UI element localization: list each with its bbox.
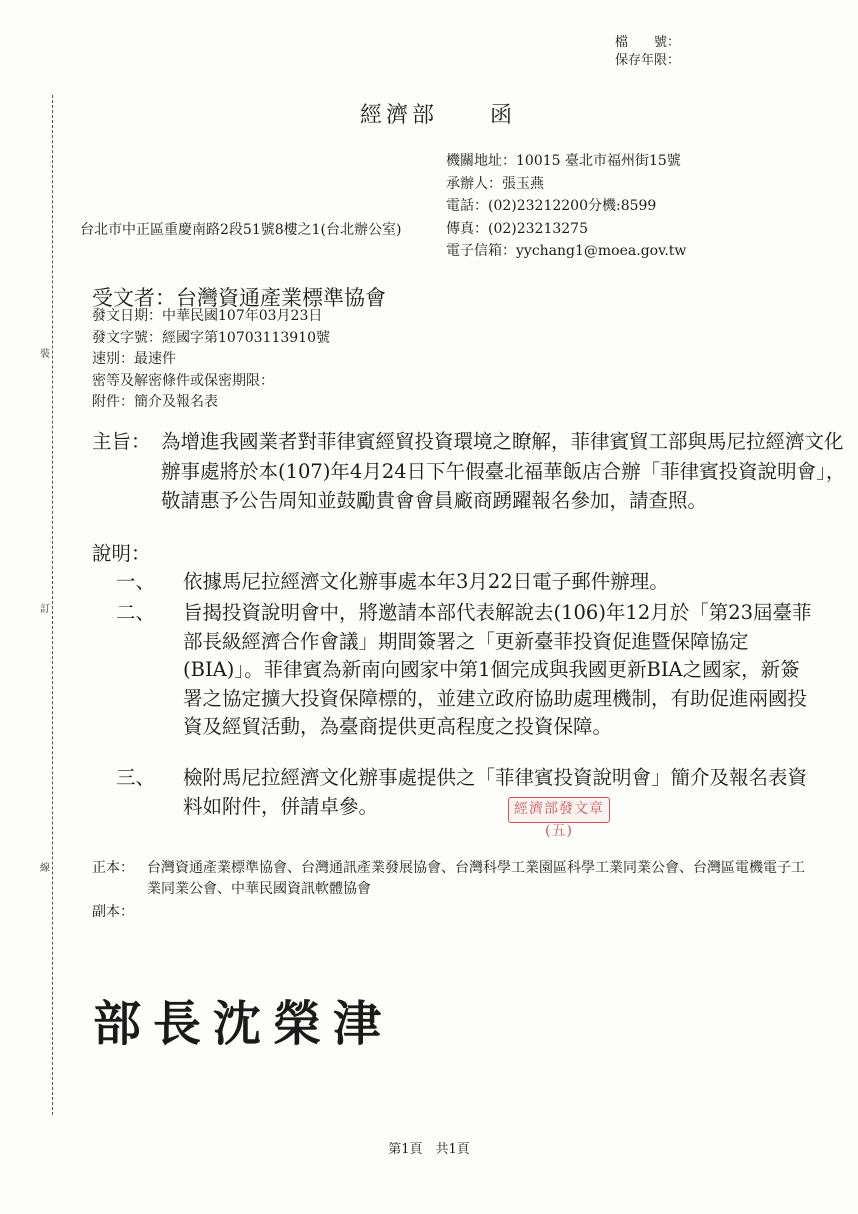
official-seal-stamp: 經濟部發文章(五) (508, 797, 610, 823)
confidentiality: 密等及解密條件或保密期限： (92, 372, 274, 389)
item-number: 一、 (116, 570, 156, 593)
contact-block (446, 150, 686, 263)
handler: 承辦人：張玉燕 (446, 175, 544, 192)
binding-line (52, 95, 53, 1115)
agency-address: 機關地址：10015 臺北市福州街15號 (446, 153, 681, 169)
original-to-label: 正本： (92, 860, 134, 876)
explanation-label: 說明： (92, 542, 151, 565)
subject-text: 為增進我國業者對菲律賓經貿投資環境之瞭解，菲律賓貿工部與馬尼拉經濟文化辦事處將於本(107)年4月24日下午假臺北福華飯店合辦「菲律賓投資說明會」，敬請惠予公告周知並鼓勵貴會會員廠商踴躍報名參加，請查照。 (161, 430, 846, 512)
retention-label: 保存年限： (614, 53, 680, 68)
recipient: 受文者：台灣資通產業標準協會 (92, 286, 386, 310)
item-text: 依據馬尼拉經濟文化辦事處本年3月22日電子郵件辦理。 (183, 570, 669, 593)
recipient-address: 台北市中正區重慶南路2段51號8樓之1(台北辦公室) (80, 222, 402, 238)
binding-mark-bottom: 線 (40, 863, 50, 874)
phone: 電話：(02)23212200分機:8599 (446, 198, 657, 214)
speed-class: 速別：最速件 (92, 351, 176, 367)
document-number: 發文字號：經國字第10703113910號 (92, 329, 330, 346)
document-title: 經濟部 函 (360, 103, 517, 128)
minister-signature: 部長沈榮津 (93, 996, 394, 1052)
item-text: 檢附馬尼拉經濟文化辦事處提供之「菲律賓投資說明會」簡介及報名表資料如附件，併請卓參。 (183, 766, 808, 818)
file-number-label: 檔 號： (614, 35, 680, 50)
binding-mark-middle: 訂 (40, 604, 50, 615)
item-number: 二、 (116, 601, 156, 624)
archive-info (615, 34, 680, 70)
issue-date: 發文日期：中華民國107年03月23日 (92, 308, 323, 324)
original-to-list: 台灣資通產業標準協會、台灣通訊產業發展協會、台灣科學工業園區科學工業同業公會、台灣區電機電子工業同業公會、中華民國資訊軟體協會 (147, 860, 805, 897)
email: 電子信箱：yychang1@moea.gov.tw (446, 243, 687, 259)
binding-mark-top: 裝 (40, 349, 50, 360)
item-text: 旨揭投資說明會中，將邀請本部代表解說去(106)年12月於「第23屆臺菲部長級經濟合作會議」期間簽署之「更新臺菲投資促進暨保障協定(BIA)」。菲律賓為新南向國家中第1個完成與我國更新BIA之國家，新簽署之協定擴大投資保障標的，並建立政府協助處理機制，有助促進兩國投資及經貿活動，為臺商提供更高程度之投資保障。 (183, 601, 812, 738)
copy-to-label: 副本： (92, 904, 134, 920)
subject-label: 主旨： (92, 430, 151, 453)
page-number: 第1頁 共1頁 (388, 1142, 470, 1157)
document-meta (92, 306, 330, 414)
attachment: 附件：簡介及報名表 (92, 394, 218, 410)
item-number: 三、 (116, 766, 156, 789)
fax: 傳真：(02)23213275 (446, 220, 588, 237)
